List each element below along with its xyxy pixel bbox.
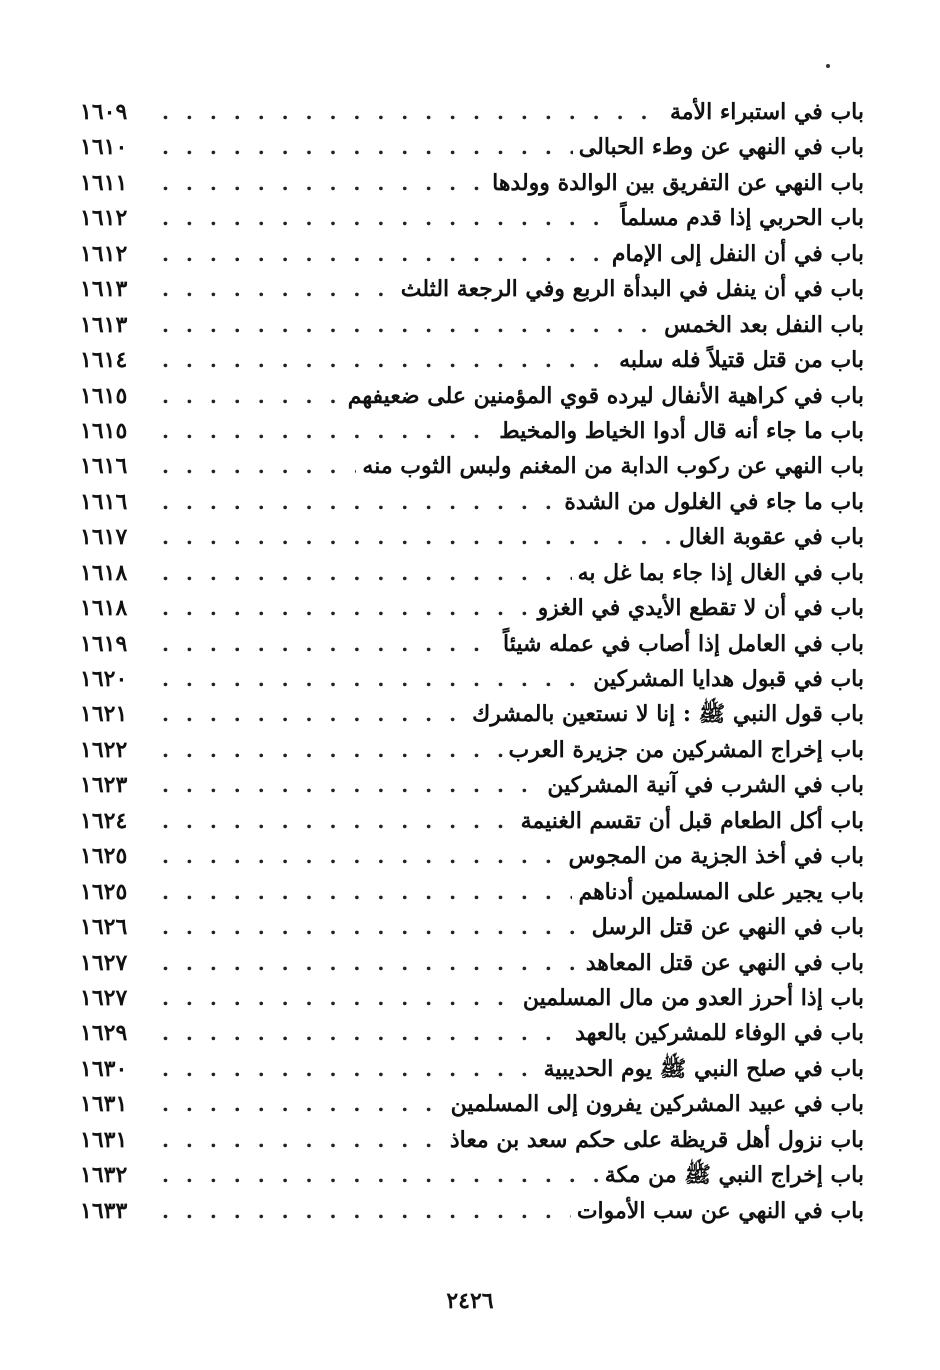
toc-entry — [80, 910, 864, 945]
toc-entry-page: ١٦٢٦ — [80, 914, 128, 941]
toc-entry-title: باب الحربي إذا قدم مسلماً — [620, 205, 864, 232]
toc-entry — [80, 166, 864, 201]
toc-leader-dots — [162, 627, 497, 662]
toc-entry-page: ١٦١٨ — [80, 559, 128, 586]
toc-leader-dots — [162, 591, 532, 626]
toc-entry-page: ١٦٢١ — [80, 701, 128, 728]
toc-entry-page: ١٦٣١ — [80, 1126, 128, 1153]
toc-leader-dots — [162, 1016, 569, 1051]
toc-leader-dots — [162, 1087, 445, 1122]
toc-entry-title: باب في الوفاء للمشركين بالعهد — [575, 1020, 864, 1047]
toc-entry — [80, 662, 864, 697]
toc-entry — [80, 591, 864, 626]
toc-leader-dots — [162, 697, 466, 732]
toc-entry-title: باب في العامل إذا أصاب في عمله شيئاً — [502, 630, 864, 657]
toc-entry — [80, 308, 864, 343]
toc-entry-page: ١٦٣١ — [80, 1091, 128, 1118]
toc-entry — [80, 272, 864, 307]
toc-entry-title: باب في الشرب في آنية المشركين — [547, 772, 864, 799]
toc-entry-page: ١٦٢٠ — [80, 666, 128, 692]
toc-entry-page: ١٦١٨ — [80, 595, 128, 622]
page-speck — [826, 64, 830, 68]
toc-leader-dots — [162, 272, 395, 307]
toc-entry — [80, 733, 864, 768]
toc-entry — [80, 1123, 864, 1158]
toc-entry-page: ١٦١٩ — [80, 630, 128, 657]
toc-leader-dots — [162, 414, 493, 449]
toc-leader-dots — [162, 910, 586, 945]
toc-entry-title: باب في النهي عن قتل الرسل — [591, 914, 864, 941]
toc-entry — [80, 379, 864, 414]
toc-entry-title: باب في الغال إذا جاء بما غل به — [577, 559, 864, 586]
toc-entry-page: ١٦٢٧ — [80, 984, 128, 1011]
toc-leader-dots — [162, 379, 342, 414]
toc-leader-dots — [162, 839, 562, 874]
toc-leader-dots — [162, 1123, 444, 1158]
toc-entry — [80, 1052, 864, 1087]
toc-leader-dots — [162, 875, 572, 910]
toc-entry-title: باب أكل الطعام قبل أن تقسم الغنيمة — [520, 807, 864, 834]
toc-entry-page: ١٦٢٤ — [80, 807, 128, 834]
toc-entry-title: باب يجير على المسلمين أدناهم — [578, 878, 864, 905]
toc-entry — [80, 237, 864, 272]
toc-leader-dots — [162, 1052, 538, 1087]
toc-entry-page: ١٦٢٩ — [80, 1020, 128, 1047]
toc-entry — [80, 1016, 864, 1051]
toc-leader-dots — [162, 768, 541, 803]
toc-entry-title: باب في أن لا تقطع الأيدي في الغزو — [537, 595, 864, 622]
toc-entry-title: باب إذا أحرز العدو من مال المسلمين — [522, 984, 864, 1011]
toc-entry-title: باب ما جاء في الغلول من الشدة — [564, 488, 864, 515]
toc-entry-page: ١٦١٣ — [80, 276, 128, 303]
toc-leader-dots — [162, 520, 673, 555]
toc-entry — [80, 130, 864, 165]
toc-entry-title: باب في أن ينفل في البدأة الربع وفي الرجعة الثلث — [400, 276, 864, 303]
toc-entry — [80, 1158, 864, 1193]
toc-entry — [80, 981, 864, 1016]
toc-entry — [80, 839, 864, 874]
toc-leader-dots — [162, 201, 614, 236]
toc-entry — [80, 201, 864, 236]
toc-entry-page: ١٦٠٩ — [80, 99, 128, 125]
toc-entry-page: ١٦٢٢ — [80, 736, 128, 763]
toc-leader-dots — [162, 981, 517, 1016]
toc-entry — [80, 95, 864, 130]
toc-leader-dots — [162, 237, 606, 272]
toc-entry-page: ١٦١٧ — [80, 524, 128, 551]
toc-entry-page: ١٦٣٠ — [80, 1055, 128, 1082]
toc-entry-title: باب النهي عن التفريق بين الوالدة وولدها — [492, 169, 864, 196]
toc-leader-dots — [162, 1158, 599, 1193]
toc-entry-page: ١٦١٥ — [80, 382, 128, 409]
toc-entry — [80, 804, 864, 839]
page-number: ٢٤٢٦ — [446, 1288, 494, 1314]
toc-entry — [80, 556, 864, 591]
toc-entry-title: باب النهي عن ركوب الدابة من المغنم ولبس الثوب منه — [362, 453, 864, 480]
toc-entry-title: باب في عبيد المشركين يفرون إلى المسلمين — [450, 1091, 864, 1118]
toc-entry-page: ١٦٣٢ — [80, 1162, 128, 1189]
toc-entry-page: ١٦١١ — [80, 169, 128, 196]
toc-entry-title: باب إخراج النبي ﷺ من مكة — [604, 1162, 864, 1189]
toc-entry-page: ١٦٢٧ — [80, 949, 128, 976]
toc-entry-title: باب في النهي عن قتل المعاهد — [585, 949, 864, 976]
toc-entry-page: ١٦١٦ — [80, 453, 128, 480]
toc-entry-title: باب في النهي عن وطء الحبالى — [578, 134, 864, 161]
toc-entry — [80, 1087, 864, 1122]
toc-entry — [80, 627, 864, 662]
toc-entry-title: باب في استبراء الأمة — [669, 99, 864, 125]
toc-entry — [80, 875, 864, 910]
toc-entry-title: باب إخراج المشركين من جزيرة العرب — [508, 736, 864, 763]
toc-entry-title: باب في عقوبة الغال — [678, 524, 864, 551]
toc-entry-title: باب النفل بعد الخمس — [664, 311, 864, 338]
toc-entry-page: ١٦١٠ — [80, 134, 128, 161]
toc-entry-page: ١٦١٤ — [80, 347, 128, 374]
toc-entry-page: ١٦١٢ — [80, 205, 128, 232]
toc-leader-dots — [162, 556, 572, 591]
toc-entry-page: ١٦١٦ — [80, 488, 128, 515]
toc-leader-dots — [162, 804, 515, 839]
toc-entry-title: باب في قبول هدايا المشركين — [593, 666, 864, 692]
toc-entry-title: باب قول النبي ﷺ : إنا لا نستعين بالمشرك — [472, 701, 864, 728]
toc-leader-dots — [162, 166, 486, 201]
toc-entry — [80, 946, 864, 981]
toc-entry-page: ١٦٢٥ — [80, 878, 128, 905]
toc-entry — [80, 449, 864, 484]
toc-entry-title: باب في كراهية الأنفال ليرده قوي المؤمنين على ضعيفهم — [347, 382, 864, 409]
toc-leader-dots — [162, 130, 573, 165]
toc-entry-page: ١٦١٣ — [80, 311, 128, 338]
toc-entry-title: باب من قتل قتيلاً فله سلبه — [619, 347, 864, 374]
toc-entry — [80, 1194, 864, 1229]
toc-leader-dots — [162, 1194, 571, 1229]
toc-entry-title: باب ما جاء أنه قال أدوا الخياط والمخيط — [499, 417, 864, 444]
toc-entry-title: باب في صلح النبي ﷺ يوم الحديبية — [543, 1055, 864, 1082]
toc-leader-dots — [162, 946, 580, 981]
toc-entry-page: ١٦٢٣ — [80, 772, 128, 799]
toc-entry-page: ١٦٢٥ — [80, 843, 128, 870]
toc-leader-dots — [162, 449, 356, 484]
toc-entry-page: ١٦٣٣ — [80, 1197, 128, 1224]
toc-entry-title: باب في النهي عن سب الأموات — [576, 1197, 864, 1224]
toc-entry — [80, 520, 864, 555]
toc-leader-dots — [162, 95, 664, 130]
toc-entry-page: ١٦١٢ — [80, 240, 128, 267]
toc-entry — [80, 697, 864, 732]
toc-leader-dots — [162, 733, 503, 768]
toc-entry — [80, 485, 864, 520]
toc-entry-title: باب في أخذ الجزية من المجوس — [568, 843, 864, 870]
toc-leader-dots — [162, 308, 658, 343]
toc-entry — [80, 414, 864, 449]
toc-entry-title: باب في أن النفل إلى الإمام — [611, 240, 864, 267]
toc-leader-dots — [162, 343, 613, 378]
toc-entry-page: ١٦١٥ — [80, 417, 128, 444]
toc-entry — [80, 768, 864, 803]
toc-entry — [80, 343, 864, 378]
toc-leader-dots — [162, 485, 558, 520]
toc-entry-title: باب نزول أهل قريظة على حكم سعد بن معاذ — [449, 1126, 864, 1153]
toc-leader-dots — [162, 662, 587, 697]
table-of-contents — [80, 95, 864, 1229]
